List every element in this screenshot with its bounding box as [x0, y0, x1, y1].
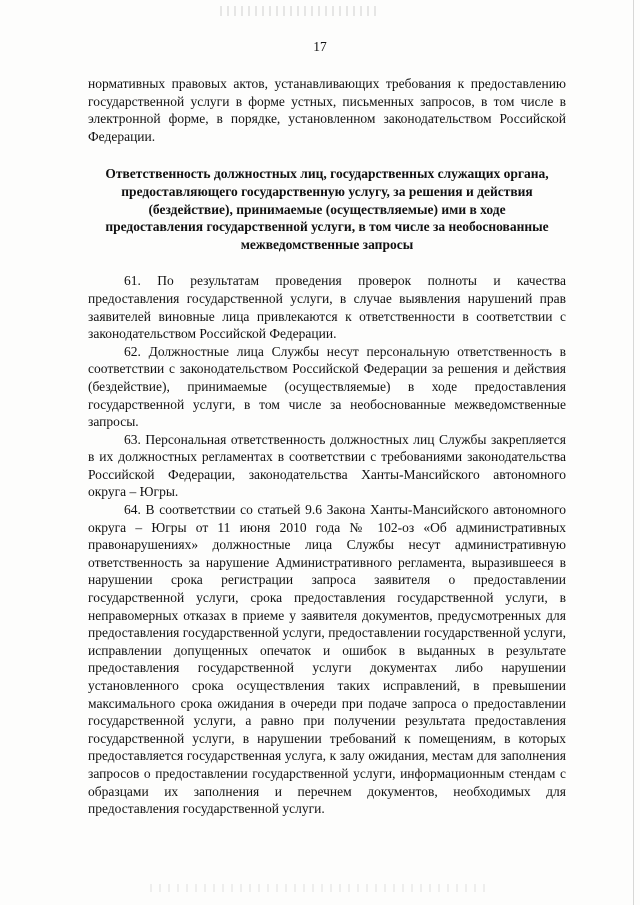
document-body — [88, 75, 566, 818]
paragraph-63: 63. Персональная ответственность должностных лиц Службы закрепляется в их должностных регламентах в соответствии с требованиями законодательства Российской Федерации, законодательства Ханты-Мансийского автономного округа – Югры. — [88, 431, 566, 500]
paragraph-continuation: нормативных правовых актов, устанавливающих требования к предоставлению государственной услуги в форме устных, письменных запросов, в том числе в электронной форме, в порядке, установленном законодательством Российской Федерации. — [88, 76, 566, 144]
paragraph-64: 64. В соответствии со статьей 9.6 Закона Ханты-Мансийского автономного округа – Югры от 11 июня 2010 года № 102-оз «Об административных правонарушениях» должностные лица Службы несут административную ответственность за нарушение Административного регламента, выразившееся в нарушении срока регистрации запроса заявителя о предоставлении государственной услуги, срока предоставления государственной услуги, в неправомерных отказах в приеме у заявителя документов, предусмотренных для предоставления государственной услуги, предоставлении государственной услуги, исправлении допущенных опечаток и ошибок в выданных в результате предоставления государственной услуги документах либо нарушении установленного срока осуществления таких исправлений, в превышении максимального срока ожидания в очереди при подаче запроса о предоставлении государственной услуги, а равно при получении результата предоставления государственной услуги, в нарушении требований к помещениям, в которых предоставляется государственная услуга, к залу ожидания, местам для заполнения запросов о предоставлении государственной услуги, информационным стендам с образцами их заполнения и перечнем документов, необходимых для предоставления государственной услуги. — [88, 502, 566, 817]
section-heading: Ответственность должностных лиц, государственных служащих органа, предоставляющего государственную услугу, за решения и действия (бездействие), принимаемые (осуществляемые) ими в ходе предоставления государственной услуги, в том числе за необоснованные межведомственные запросы — [105, 166, 549, 252]
paragraph-62: 62. Должностные лица Службы несут персональную ответственность в соответствии с законодательством Российской Федерации за решения и действия (бездействие), принимаемые (осуществляемые) в ходе предоставления государственной услуги, в том числе за необоснованные межведомственные запросы. — [88, 343, 566, 430]
scan-edge-line — [633, 0, 634, 905]
paragraph-61: 61. По результатам проведения проверок полноты и качества предоставления государственной услуги, в случае выявления нарушений прав заявителей виновные лица привлекаются к ответственности в соответствии с законодательством Российской Федерации. — [88, 273, 566, 342]
scan-artifact-bottom — [150, 884, 490, 892]
page-number: 17 — [313, 39, 327, 54]
scan-artifact-top — [220, 6, 380, 16]
